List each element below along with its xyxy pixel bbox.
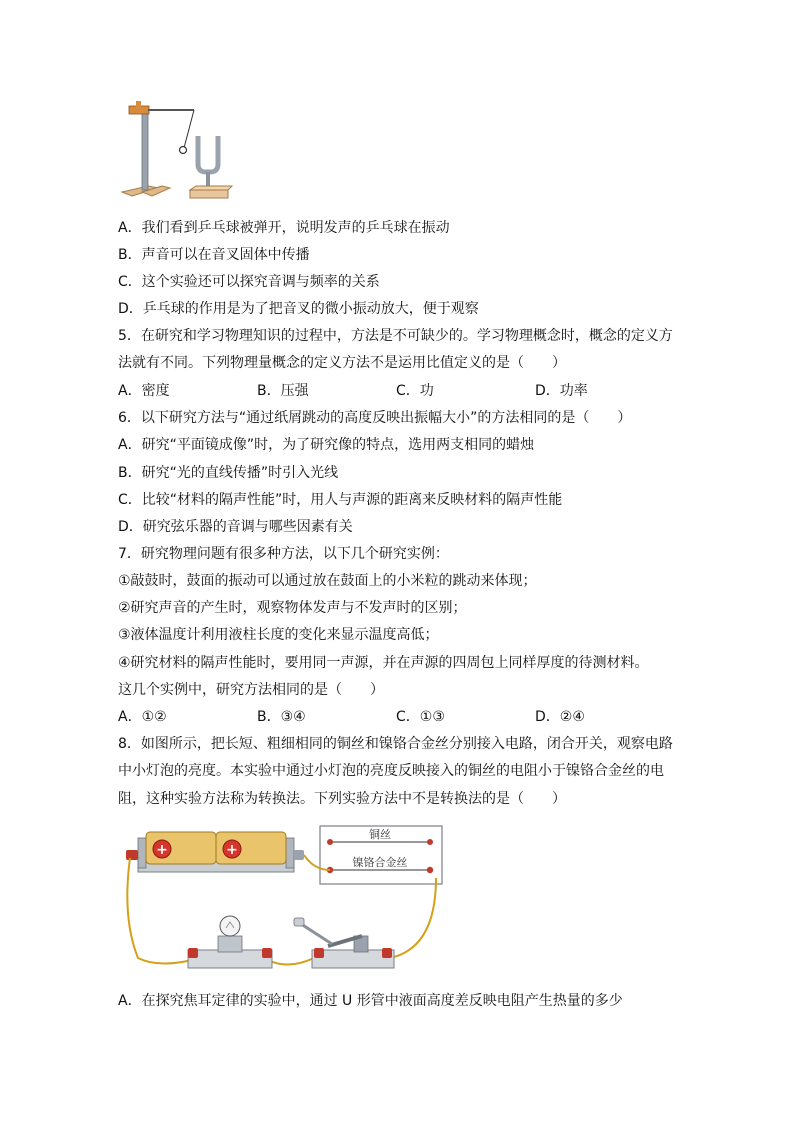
q4-option-c: C．这个实验还可以探究音调与频率的关系 — [118, 274, 380, 290]
q7-stem: 7．研究物理问题有很多种方法，以下几个研究实例： — [118, 546, 449, 562]
battery-plus-symbol-1: + — [156, 842, 168, 858]
q8-stem-line2: 中小灯泡的亮度。本实验中通过小灯泡的亮度反映接入的铜丝的电阻小于镍铬合金丝的电 — [118, 763, 664, 779]
q6-option-a: A．研究“平面镜成像”时，为了研究像的特点，选用两支相同的蜡烛 — [118, 437, 535, 453]
q7-item-2: ②研究声音的产生时，观察物体发声与不发声时的区别； — [118, 600, 467, 616]
q7-option-d: D．②④ — [535, 709, 585, 725]
q5-option-c: C．功 — [396, 383, 434, 399]
q5-option-d: D．功率 — [535, 383, 588, 399]
tuning-fork-figure — [118, 98, 248, 208]
q6-option-c: C．比较“材料的隔声性能”时，用人与声源的距离来反映材料的隔声性能 — [118, 492, 563, 508]
q7-option-c: C．①③ — [396, 709, 445, 725]
q5-option-a: A．密度 — [118, 383, 170, 399]
q5-stem-line2: 法就有不同。下列物理量概念的定义方法不是运用比值定义的是（ ） — [118, 355, 566, 371]
q4-option-b: B．声音可以在音叉固体中传播 — [118, 247, 310, 263]
q6-option-d: D．研究弦乐器的音调与哪些因素有关 — [118, 519, 353, 535]
q7-item-4: ④研究材料的隔声性能时，要用同一声源，并在声源的四周包上同样厚度的待测材料。 — [118, 655, 649, 671]
nichrome-wire-label: 镍铬合金丝 — [352, 856, 408, 869]
q6-stem: 6．以下研究方法与“通过纸屑跳动的高度反映出振幅大小”的方法相同的是（ ） — [118, 410, 632, 426]
q5-option-b: B．压强 — [257, 383, 309, 399]
q6-option-b: B．研究“光的直线传播”时引入光线 — [118, 465, 339, 481]
q7-item-1: ①敲鼓时，鼓面的振动可以通过放在鼓面上的小米粒的跳动来体现； — [118, 573, 537, 589]
q8-stem-line1: 8．如图所示，把长短、粗细相同的铜丝和镍铬合金丝分别接入电路，闭合开关，观察电路 — [118, 736, 673, 752]
copper-wire-label: 铜丝 — [369, 828, 391, 841]
q7-option-a: A．①② — [118, 709, 167, 725]
q7-question: 这几个实例中，研究方法相同的是（ ） — [118, 682, 384, 698]
q7-option-b: B．③④ — [257, 709, 306, 725]
q8-option-a: A．在探究焦耳定律的实验中，通过 U 形管中液面高度差反映电阻产生热量的多少 — [118, 993, 623, 1009]
battery-plus-symbol-2: + — [226, 842, 238, 858]
circuit-figure — [118, 818, 448, 978]
q8-stem-line3: 阻，这种实验方法称为转换法。下列实验方法中不是转换法的是（ ） — [118, 791, 566, 807]
q4-option-d: D．乒乓球的作用是为了把音叉的微小振动放大，便于观察 — [118, 301, 479, 317]
q7-item-3: ③液体温度计利用液柱长度的变化来显示温度高低； — [118, 627, 439, 643]
q4-option-a: A．我们看到乒乓球被弹开，说明发声的乒乓球在振动 — [118, 220, 450, 236]
q5-stem-line1: 5．在研究和学习物理知识的过程中，方法是不可缺少的。学习物理概念时，概念的定义方 — [118, 328, 673, 344]
